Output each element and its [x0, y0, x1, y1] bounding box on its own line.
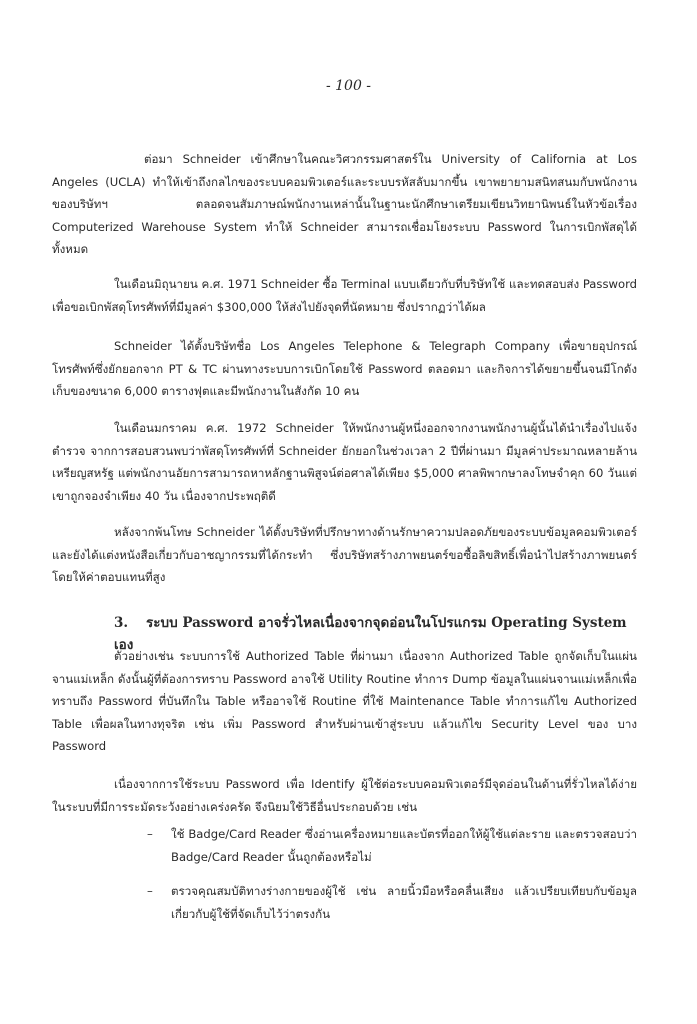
bullet-text: ใช้ Badge/Card Reader ซึ่งอ่านเครื่องหมายและบัตรที่ออกให้ผู้ใช้แต่ละราย และตรวจสอบว่า Badge/Card Reader นั้นถูกต้องหรือไม่	[171, 827, 637, 864]
paragraph-5: หลังจากพ้นโทษ Schneider ได้ตั้งบริษัทที่ปรึกษาทางด้านรักษาความปลอดภัยของระบบข้อมูลคอมพิวเตอร์ และยังได้แต่งหนังสือเกี่ยวกับอาชญากรรมที่ได้กระทำ ซึ่งบริษัทสร้างภาพยนตร์ขอซื้อลิขสิทธิ์เพื่อนำไปสร้างภาพยนตร์ โดยให้ค่าตอบแทนที่สูง	[52, 525, 637, 584]
section-title: ระบบ Password อาจรั่วไหลเนื่องจากจุดอ่อนในโปรแกรม Operating System เอง	[114, 615, 627, 653]
paragraph-2: ในเดือนมิถุนายน ค.ศ. 1971 Schneider ซื้อ Terminal แบบเดียวกับที่บริษัทใช้ และทดสอบส่ง Password เพื่อขอเบิกพัสดุโทรศัพท์ที่มีมูลค่า $300,000 ให้ส่งไปยังจุดที่นัดหมาย ซึ่งปรากฏว่าได้ผล	[52, 277, 637, 314]
bullet-dash: –	[147, 827, 153, 841]
bullet-item	[147, 880, 637, 925]
paragraph-1: ต่อมา Schneider เข้าศึกษาในคณะวิศวกรรมศาสตร์ใน University of California at Los Angeles (UCLA) ทำให้เข้าถึงกลไกของระบบคอมพิวเตอร์และระบบรหัสลับมากขึ้น เขาพยายามสนิทสนมกับพนักงานของบริษัทฯ ตลอดจนสัมภาษณ์พนักงานเหล่านั้นในฐานะนักศึกษาเตรียมเขียนวิทยานิพนธ์ในหัวข้อเรื่อง Computerized Warehouse System ทำให้ Schneider สามารถเชื่อมโยงระบบ Password ในการเบิกพัสดุได้ทั้งหมด	[52, 152, 637, 256]
bullet-item	[147, 823, 637, 868]
section-number: 3.	[114, 615, 129, 631]
section-paragraph-2: เนื่องจากการใช้ระบบ Password เพื่อ Identify ผู้ใช้ต่อระบบคอมพิวเตอร์มีจุดอ่อนในด้านที่รั่วไหลได้ง่าย ในระบบที่มีการระมัดระวังอย่างเคร่งครัด จึงนิยมใช้วิธีอื่นประกอบด้วย เช่น	[52, 777, 637, 814]
bullet-text: ตรวจคุณสมบัติทางร่างกายของผู้ใช้ เช่น ลายนิ้วมือหรือคลื่นเสียง แล้วเปรียบเทียบกับข้อมูลเกี่ยวกับผู้ใช้ที่จัดเก็บไว้ว่าตรงกัน	[171, 884, 637, 921]
section-paragraph-1: ตัวอย่างเช่น ระบบการใช้ Authorized Table ที่ผ่านมา เนื่องจาก Authorized Table ถูกจัดเก็บในแผ่นจานแม่เหล็ก ดังนั้นผู้ที่ต้องการทราบ Password อาจใช้ Utility Routine ทำการ Dump ข้อมูลในแผ่นจานแม่เหล็กเพื่อทราบถึง Password ที่บันทึกใน Table หรืออาจใช้ Routine ที่ใช้ Maintenance Table ทำการแก้ไข Authorized Table เพื่อผลในทางทุจริต เช่น เพิ่ม Password สำหรับผ่านเข้าสู่ระบบ แล้วแก้ไข Security Level ของ บาง Password	[52, 649, 637, 753]
paragraph-3: Schneider ได้ตั้งบริษัทชื่อ Los Angeles Telephone & Telegraph Company เพื่อขายอุปกรณ์โทรศัพท์ซึ่งยักยอกจาก PT & TC ผ่านทางระบบการเบิกโดยใช้ Password ตลอดมา และกิจการได้ขยายขึ้นจนมีโกดังเก็บของขนาด 6,000 ตารางฟุตและมีพนักงานในสังกัด 10 คน	[52, 339, 637, 398]
bullet-dash: –	[147, 884, 153, 898]
page-number: - 100 -	[325, 78, 372, 94]
paragraph-4: ในเดือนมกราคม ค.ศ. 1972 Schneider ให้พนักงานผู้หนึ่งออกจากงานพนักงานผู้นั้นได้นำเรื่องไปแจ้งตำรวจ จากการสอบสวนพบว่าพัสดุโทรศัพท์ที่ Schneider ยักยอกในช่วงเวลา 2 ปีที่ผ่านมา มีมูลค่าประมาณหลายล้านเหรียญสหรัฐ แต่พนักงานอัยการสามารถหาหลักฐานพิสูจน์ต่อศาลได้เพียง $5,000 ศาลพิพากษาลงโทษจำคุก 60 วันแต่เขาถูกจองจำเพียง 40 วัน เนื่องจากประพฤติดี	[52, 421, 637, 503]
